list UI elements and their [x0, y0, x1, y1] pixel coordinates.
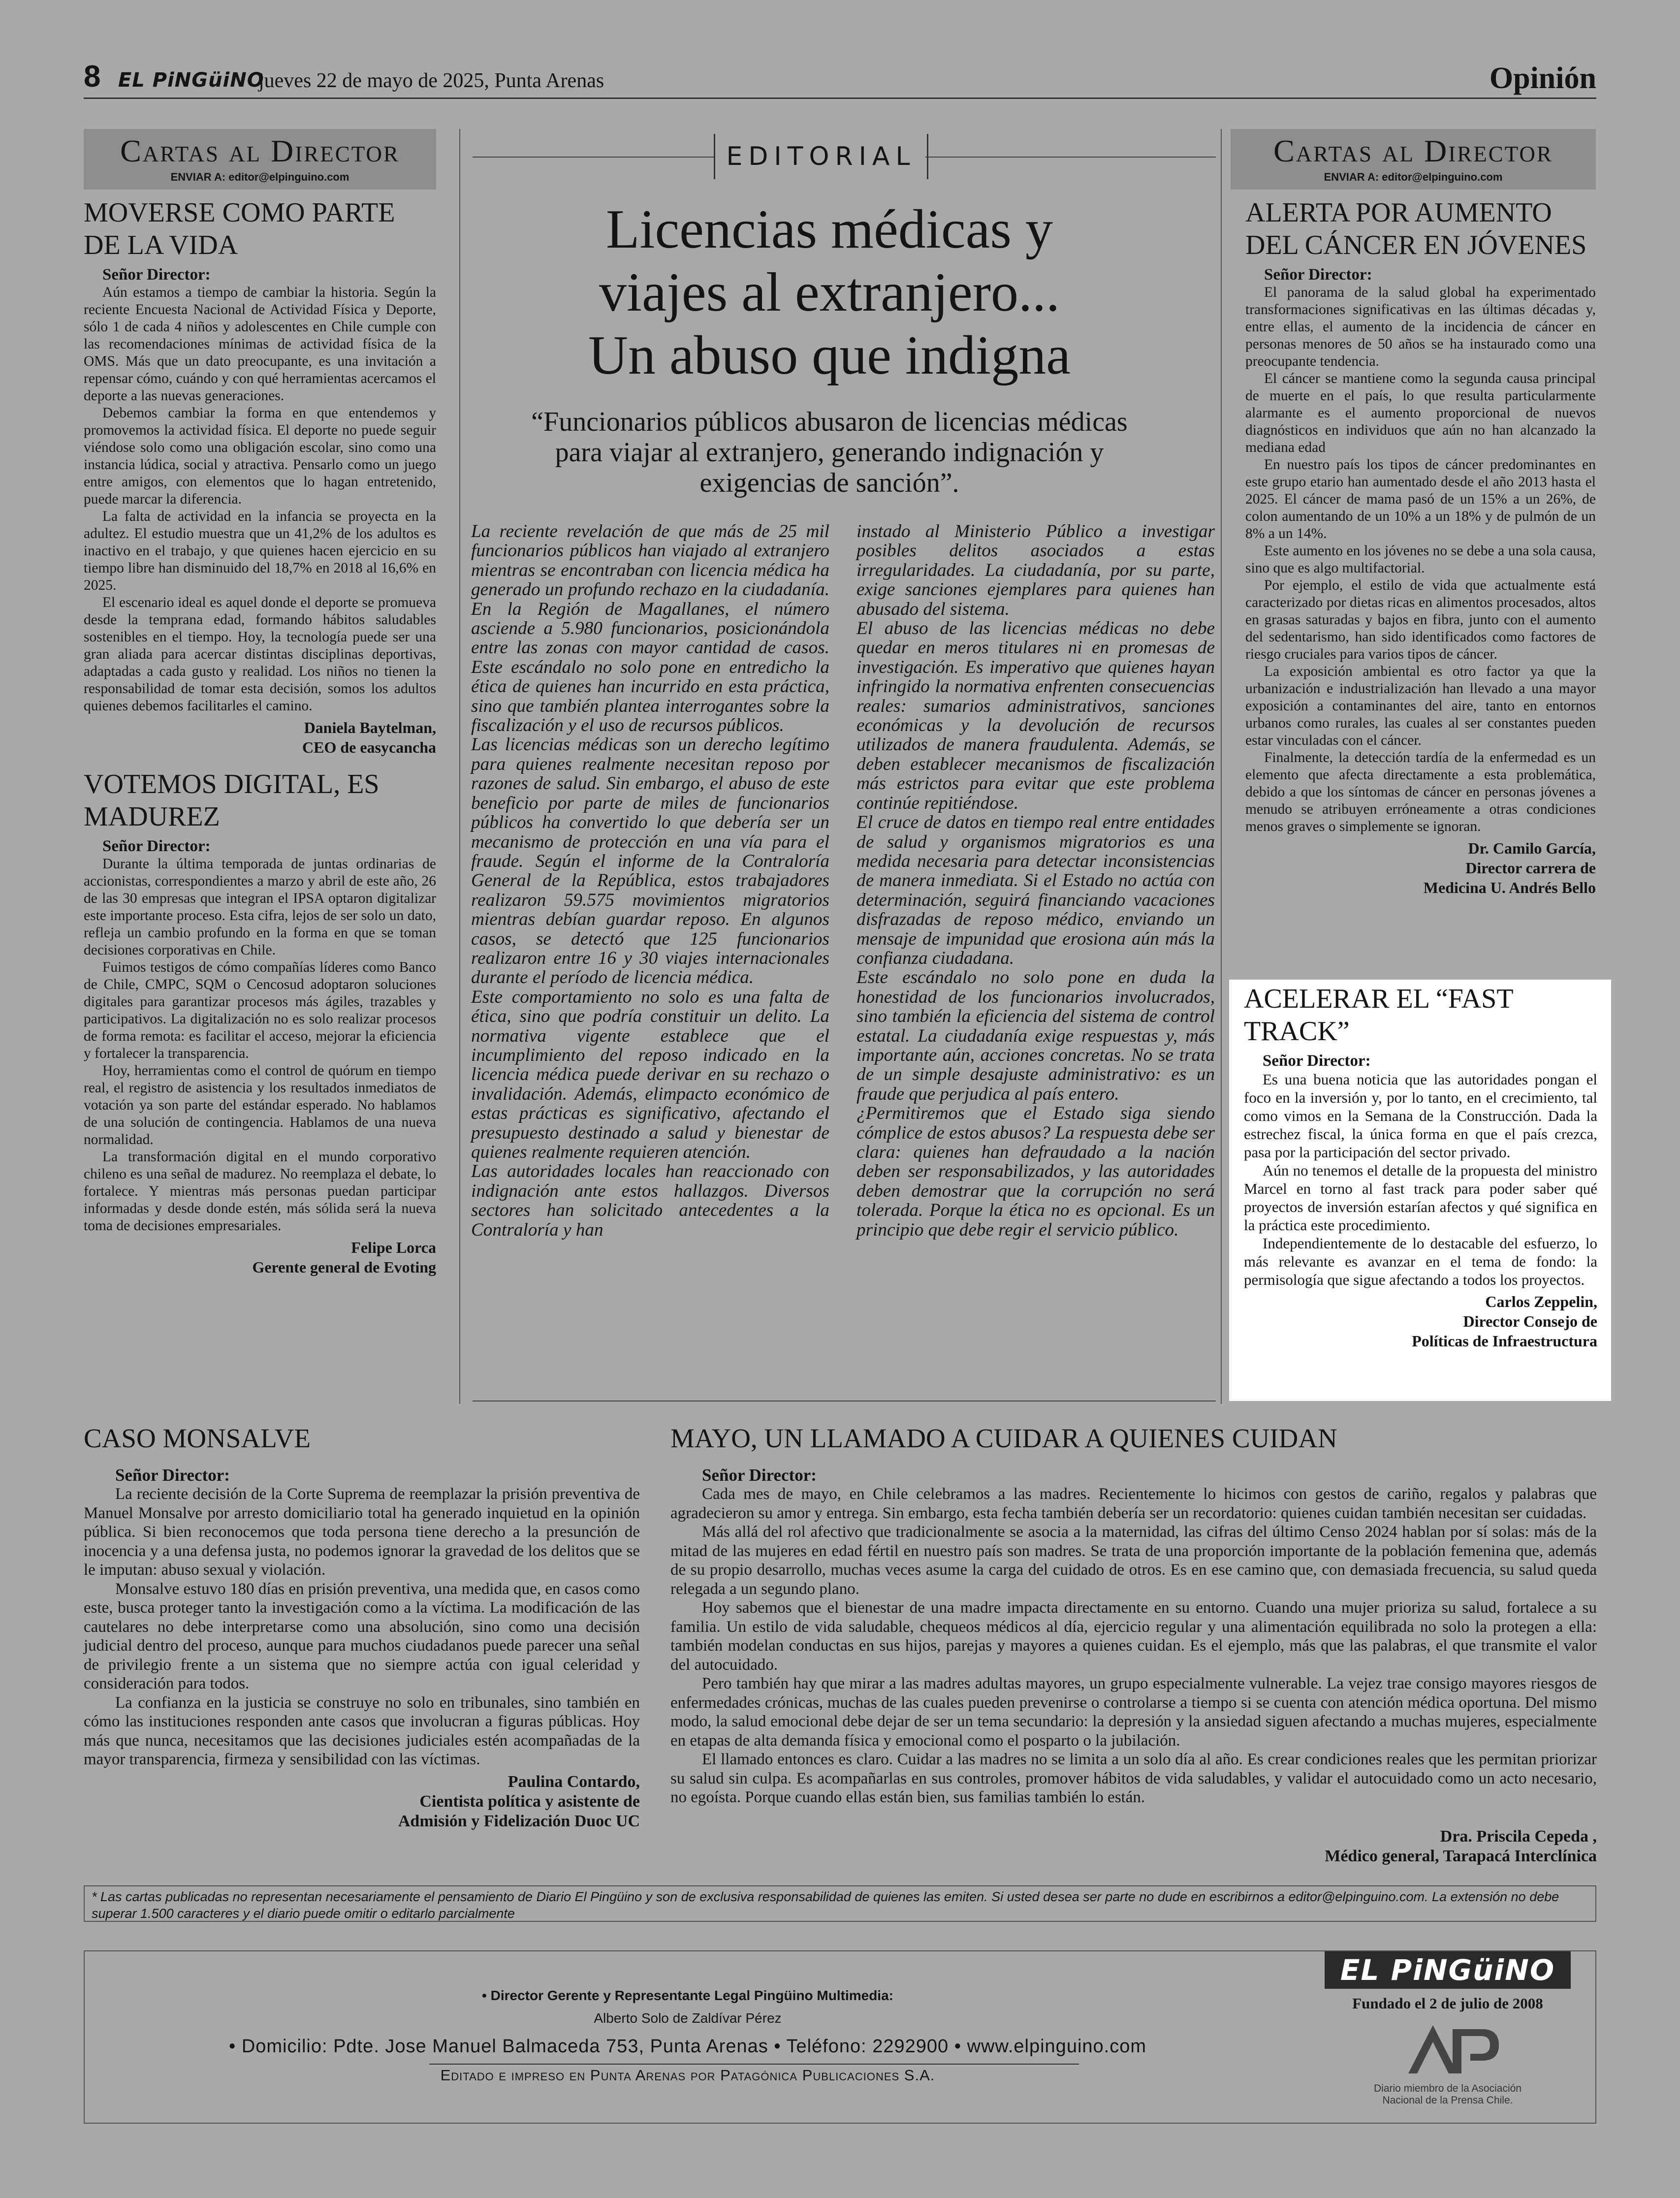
cartas-banner-right [1231, 129, 1596, 190]
editorial-title-line: Licencias médicas y [605, 199, 1053, 260]
letter-signature [84, 1772, 640, 1831]
cartas-banner-left [84, 129, 436, 190]
salutation: Señor Director: [102, 837, 211, 855]
footer-address: • Domicilio: Pdte. Jose Manuel Balmaceda 753, Punta Arenas • Teléfono: 2292900 • www.elpinguino.com [228, 2036, 1147, 2057]
salutation: Señor Director: [1263, 1052, 1371, 1070]
editorial-paragraph: La reciente revelación de que más de 25 mil funcionarios públicos han viajado al extranjero mientras se encontraban con licencia médica ha generado un profundo rechazo en la ciudadanía. En la Región de Magallanes, el número asciende a 5.980 funcionarios, posicionándola entre las zonas con mayor cantidad de casos. Este escándalo no solo pone en entredicho la ética de quienes han incurrido en esta práctica, sino que también plantea interrogantes sobre la fiscalización y el uso de recursos públicos. [471, 521, 829, 736]
editorial-paragraph: instado al Ministerio Público a investigar posibles delitos asociados a estas irregularidades. La ciudadanía, por su parte, exige sanciones ejemplares para quienes han abusado del sistema. [856, 521, 1215, 619]
column-divider [459, 129, 460, 1404]
signature-title: Director Consejo de [1463, 1312, 1597, 1330]
cartas-title: Cartas al Director [1273, 133, 1553, 168]
letter-paragraph: La falta de actividad en la infancia se proyecta en la adultez. El estudio muestra que un 41,2% de los adultos es inactivo en el trabajo, y que quienes hacen ejercicio en su tiempo libre han disminuido del 18,7% en 2018 al 16,6% en 2025. [84, 509, 436, 593]
letter-headline: MAYO, UN LLAMADO A CUIDAR A QUIENES CUIDAN [670, 1423, 1337, 1453]
editorial-subtitle-line: para viajar al extranjero, generando indignación y [555, 437, 1104, 468]
letter-paragraph: Aún no tenemos el detalle de la propuesta del ministro Marcel en torno al fast track para poder saber qué proyectos de inversión estarían afectos y qué significa en la práctica este procedimiento. [1244, 1162, 1597, 1234]
signature-name: Dra. Priscila Cepeda , [1440, 1827, 1597, 1846]
signature-title: Gerente general de Evoting [252, 1258, 436, 1276]
salutation: Señor Director: [115, 1465, 230, 1485]
editorial-paragraph: ¿Permitiremos que el Estado siga siendo cómplice de estos abusos? La respuesta debe ser clara: quienes han defraudado a la nación deben ser responsabilizados, y las autoridades deben demostrar que la corrupción no será tolerada. Porque la ética no es opcional. Es un principio que debe regir el servicio público. [856, 1103, 1215, 1240]
letter-headline: ALERTA POR AUMENTO DEL CÁNCER EN JÓVENES [1245, 197, 1587, 260]
letter-paragraph: Debemos cambiar la forma en que entendemos y promovemos la actividad física. El deporte no puede seguir viéndose solo como una obligación escolar, sino como una instancia lúdica, social y atractiva. Pensarlo como un juego entre amigos, con elementos que lo hagan entretenido, puede marcar la diferencia. [84, 405, 436, 507]
salutation: Señor Director: [102, 266, 211, 284]
letter-paragraph: El cáncer se mantiene como la segunda causa principal de muerte en el país, lo que resulta particularmente alarmante es el aumento proporcional de nuevos diagnósticos en individuos que aún no han alcanzado la mediana edad [1245, 371, 1596, 455]
footer-logo: EL PiNGüiNO [1325, 1951, 1571, 1989]
letter-paragraph: La reciente decisión de la Corte Suprema de reemplazar la prisión preventiva de Manuel Monsalve por arresto domiciliario total ha generado inquietud en la opinión pública. Si bien reconocemos que toda persona tiene derecho a la presunción de inocencia y a una defensa justa, no podemos ignorar la gravedad de los delitos que se le imputan: abuso sexual y violación. [84, 1485, 640, 1579]
letter-signature [1244, 1292, 1597, 1351]
letter-paragraph: Fuimos testigos de cómo compañías líderes como Banco de Chile, CMPC, SQM o Cencosud adoptaron soluciones digitales para garantizar procesos más ágiles, trazables y participativos. La digitalización no es solo realizar procesos de forma remota: es facilitar el acceso, mejorar la eficiencia y fortalecer la transparencia. [84, 959, 436, 1061]
letter-paragraph: Por ejemplo, el estilo de vida que actualmente está caracterizado por dietas ricas en alimentos procesados, altos en grasas saturadas y bajos en fibra, junto con el aumento del sedentarismo, han sido identificados como factores de riesgo cruciales para varios tipos de cáncer. [1245, 577, 1596, 662]
footer-box [84, 1950, 1596, 2124]
editorial-paragraph: Las licencias médicas son un derecho legítimo para quienes realmente necesitan reposo por razones de salud. Sin embargo, el abuso de este beneficio por parte de miles de funcionarios públicos ha convertido lo que debería ser un mecanismo de protección en una vía para el fraude. Según el informe de la Contraloría General de la República, estos trabajadores realizaron 59.575 movimientos migratorios mientras debían guardar reposo. En algunos casos, se detectó que 125 funcionarios realizaron entre 16 y 30 viajes internacionales durante el período de licencia médica. [471, 734, 829, 988]
editorial-column-1 [471, 522, 829, 1240]
bottom-letter-left [84, 1423, 640, 1831]
editorial-paragraph: Este comportamiento no solo es una falta de ética, sino que podría constituir un delito. La normativa vigente establece que el incumplimiento del reposo indicado en la licencia médica puede derivar en su rechazo o invalidación. Además, elimpacto económico de estas prácticas es significativo, afectando el presupuesto destinado a salud y bienestar de quienes realmente requieren atención. [471, 987, 829, 1162]
cartas-send-to: ENVIAR A: editor@elpinguino.com [170, 171, 349, 183]
masthead-logo: EL PiNGüiNO [118, 69, 264, 92]
letter-paragraph: Este aumento en los jóvenes no se debe a una sola causa, sino que es algo multifactorial. [1245, 543, 1596, 576]
letter-paragraph: El panorama de la salud global ha experimentado transformaciones significativas en las últimas décadas y, entre ellas, el aumento de la incidencia de cáncer en personas menores de 50 años se ha instaurado como una preocupante tendencia. [1245, 285, 1596, 369]
letter-paragraph: Hoy sabemos que el bienestar de una madre impacta directamente en su entorno. Cuando una mujer prioriza su salud, fortalece a su familia. Un estilo de vida saludable, chequeos médicos al día, ejercicio regular y una alimentación equilibrada no solo la protegen a ella: también modelan conductas en sus hijos, parejas y mayores a quienes cuidan. Es el ejemplo, más que las palabras, el que transmite el valor del autocuidado. [670, 1599, 1597, 1674]
footer-director-name: Alberto Solo de Zaldívar Pérez [594, 2010, 782, 2026]
signature-title: Medicina U. Andrés Bello [1423, 879, 1596, 896]
letter-signature [84, 718, 436, 757]
signature-title: Admisión y Fidelización Duoc UC [398, 1812, 640, 1830]
signature-name: Dr. Camilo García, [1468, 839, 1596, 857]
signature-name: Daniela Baytelman, [304, 719, 436, 736]
letter-headline: MOVERSE COMO PARTE DE LA VIDA [84, 197, 395, 260]
signature-title: Cientista política y asistente de [419, 1792, 640, 1811]
footer-founded: Fundado el 2 de julio de 2008 [1352, 1995, 1543, 2012]
letter-paragraph: Hoy, herramientas como el control de quórum en tiempo real, el registro de asistencia y los resultados inmediatos de votación ya son parte del estándar esperado. No hablamos de una solución de contingencia. Hablamos de una nueva normalidad. [84, 1063, 436, 1147]
signature-title: Políticas de Infraestructura [1412, 1332, 1597, 1350]
disclaimer-note: * Las cartas publicadas no representan necesariamente el pensamiento de Diario El Pingüino y son de exclusiva responsabilidad de quienes las emiten. Si usted desea ser parte no dude en escribirnos a editor@elpinguino.com. La extensión no debe superar 1.500 caracteres y el diario puede omitir o editarlo parcialmente [84, 1885, 1596, 1922]
letter-paragraph: El llamado entonces es claro. Cuidar a las madres no se limita a un solo día al año. Es crear condiciones reales que les permitan priorizar su salud sin culpa. Es acompañarlas en sus controles, promover hábitos de vida saludables, y validar el autocuidado como un acto necesario, no egoísta. Porque cuando ellas están bien, sus familias también lo están. [670, 1751, 1597, 1806]
footer-printed-by: Editado e impreso en Punta Arenas por Patagónica Publicaciones S.A. [440, 2067, 935, 2084]
letter-headline: VOTEMOS DIGITAL, ES MADUREZ [84, 769, 380, 832]
letter-paragraph: Pero también hay que mirar a las madres adultas mayores, un grupo especialmente vulnerable. La vejez trae consigo mayores riesgos de enfermedades crónicas, muchas de las cuales pueden prevenirse o controlarse a tiempo si se cuenta con atención médica oportuna. Del mismo modo, la salud emocional debe dejar de ser un tema secundario: la depresión y la ansiedad siguen afectando a muchas mujeres, especialmente en etapas de alta demanda física y emocional como el posparto o la jubilación. [670, 1675, 1597, 1750]
anp-logo [1359, 2019, 1536, 2118]
letter-paragraph: Más allá del rol afectivo que tradicionalmente se asocia a la maternidad, las cifras del último Censo 2024 hablan por sí solas: más de la mitad de las mujeres en edad fértil en nuestro país son madres. Se trata de una proporción importante de la población femenina que, además de su propio desarrollo, muchas veces asume la carga del cuidado de otros. Es en ese camino que, con demasiada frecuencia, su salud queda relegada a un segundo plano. [670, 1523, 1597, 1598]
editorial-title-line: viajes al extranjero... [599, 262, 1060, 323]
anp-caption [1359, 2083, 1536, 2106]
letter-paragraph: Cada mes de mayo, en Chile celebramos a las madres. Recientemente lo hicimos con gestos de cariño, regalos y palabras que agradecieron su amor y entrega. Sin embargo, esta fecha también debería ser un recordatorio: quienes cuidan también necesitan ser cuidadas. [670, 1485, 1597, 1522]
bottom-letter-right [670, 1423, 1597, 1866]
signature-title: CEO de easycancha [302, 738, 436, 756]
cartas-title: Cartas al Director [120, 133, 400, 168]
footer-director-label: • Director Gerente y Representante Legal Pingüino Multimedia: [482, 1988, 893, 2003]
fast-track-box [1229, 980, 1611, 1401]
editorial-title-line: Un abuso que indigna [588, 325, 1071, 386]
editorial-paragraph: El abuso de las licencias médicas no debe quedar en meros titulares ni en promesas de investigación. Es imperativo que quienes hayan infringido la normativa enfrenten consecuencias reales: sumarios administrativos, sanciones económicas y la devolución de recursos utilizados de manera fraudulenta. Además, se deben establecer mecanismos de fiscalización más estrictos para evitar que este problema continúe repitiéndose. [856, 618, 1215, 813]
letter-paragraph: Aún estamos a tiempo de cambiar la historia. Según la reciente Encuesta Nacional de Actividad Física y Deporte, sólo 1 de cada 4 niños y adolescentes en Chile cumple con las recomendaciones mínimas de actividad física de la OMS. Más que un dato preocupante, es una invitación a repensar cómo, cuándo y con qué herramientas acercamos el deporte a las nuevas generaciones. [84, 285, 436, 404]
section-title: Opinión [1489, 62, 1596, 95]
editorial-rule-left [473, 157, 714, 158]
editorial-bottom-rule [473, 1401, 1216, 1402]
letter-signature [1245, 838, 1596, 897]
signature-name: Paulina Contardo, [507, 1772, 640, 1791]
signature-title: Director carrera de [1465, 859, 1596, 877]
letter-headline: ACELERAR EL “FAST TRACK” [1244, 984, 1513, 1047]
editorial-paragraph: Las autoridades locales han reaccionado con indignación ante estos hallazgos. Diversos sectores han solicitado antecedentes a la Contraloría y han [471, 1161, 829, 1240]
letter-paragraph: Monsalve estuvo 180 días en prisión preventiva, una medida que, en casos como este, busca proteger tanto la investigación como a la víctima. La modificación de las cautelares no debe interpretarse como una absolución, sino como una decisión judicial dentro del proceso, aunque para muchos ciudadanos puede parecer una señal de privilegio frente a un sistema que no siempre actúa con igual celeridad y consideración para todos. [84, 1580, 640, 1692]
letter-paragraph: La transformación digital en el mundo corporativo chileno es una señal de madurez. No reemplaza el debate, lo fortalece. Y mientras más personas puedan participar informadas y desde donde estén, más sólida será la nueva toma de decisiones empresariales. [84, 1149, 436, 1234]
letter-headline: CASO MONSALVE [84, 1423, 311, 1453]
editorial-title [473, 198, 1186, 387]
anp-logo-icon [1359, 2019, 1536, 2078]
letter-paragraph: Es una buena noticia que las autoridades pongan el foco en la inversión y, por lo tanto, en el crecimiento, tal como vimos en la Semana de la Construcción. Dada la estrechez fiscal, la única forma en que el país crezca, pasa por la participación del sector privado. [1244, 1071, 1597, 1161]
signature-title: Médico general, Tarapacá Interclínica [1325, 1847, 1597, 1865]
salutation: Señor Director: [702, 1465, 817, 1485]
footer-underline [429, 2064, 1079, 2065]
anp-logo-text: ANP [1433, 2075, 1434, 2076]
letter-paragraph: La confianza en la justicia se construye no solo en tribunales, sino también en cómo las instituciones responden ante casos que involucran a figuras públicas. Hoy más que nunca, necesitamos que las decisiones judiciales estén acompañadas de la mayor transparencia, firmeza y sensibilidad con las víctimas. [84, 1693, 640, 1768]
signature-name: Felipe Lorca [351, 1239, 436, 1256]
anp-caption-line: Diario miembro de la Asociación [1374, 2083, 1522, 2094]
date-line: jueves 22 de mayo de 2025, Punta Arenas [258, 69, 604, 92]
editorial-paragraph: El cruce de datos en tiempo real entre entidades de salud y organismos migratorios es una medida necesaria para detectar inconsistencias de manera inmediata. Si el Estado no actúa con determinación, seguirá financiando vacaciones disfrazadas de reposo médico, enviando un mensaje de impunidad que erosiona aún más la confianza ciudadana. [856, 812, 1215, 968]
header-rule [84, 97, 1596, 99]
letter-paragraph: Durante la última temporada de juntas ordinarias de accionistas, correspondientes a marzo y abril de este año, 26 de las 30 empresas que integran el IPSA optaron digitalizar este importante proceso. Esta cifra, lejos de ser solo un dato, refleja un cambio profundo en la forma en que se toman decisiones corporativas en Chile. [84, 856, 436, 958]
column-divider [1221, 129, 1222, 1404]
cartas-send-to: ENVIAR A: editor@elpinguino.com [1324, 171, 1503, 183]
editorial-subtitle-line: exigencias de sanción”. [699, 468, 959, 498]
editorial-label: EDITORIAL [714, 134, 928, 179]
left-column [84, 129, 436, 1277]
editorial-paragraph: Este escándalo no solo pone en duda la honestidad de los funcionarios involucrados, sino también la eficiencia del sistema de control estatal. La ciudadanía exige respuestas y, más importante aún, acciones concretas. No se trata de un simple desajuste administrativo: es un fraude que perjudica al país entero. [856, 967, 1215, 1104]
right-column [1231, 129, 1596, 897]
anp-caption-line: Nacional de la Prensa Chile. [1382, 2095, 1513, 2106]
editorial-subtitle-line: “Funcionarios públicos abusaron de licencias médicas [531, 407, 1128, 437]
signature-name: Carlos Zeppelin, [1485, 1293, 1597, 1310]
letter-paragraph: Independientemente de lo destacable del esfuerzo, lo más relevante es avanzar en el tema de fondo: la permisología que sigue afectando a todos los proyectos. [1244, 1235, 1597, 1288]
letter-signature [670, 1827, 1597, 1866]
letter-paragraph: Finalmente, la detección tardía de la enfermedad es un elemento que afecta directamente a esta problemática, debido a que los síntomas de cáncer en personas jóvenes a menudo se atribuyen erróneamente a otras condiciones menos graves o simplemente se ignoran. [1245, 750, 1596, 834]
letter-signature [84, 1238, 436, 1277]
letter-paragraph: La exposición ambiental es otro factor ya que la urbanización e industrialización han llevado a una mayor exposición a contaminantes del aire, tanto en entornos urbanos como rurales, las cuales al ser constantes pueden estar vinculadas con el cáncer. [1245, 664, 1596, 748]
letter-paragraph: En nuestro país los tipos de cáncer predominantes en este grupo etario han aumentado desde el año 2013 hasta el 2025. El cáncer de mama pasó de un 15% a un 26%, de colon aumentando de un 10% a un 18% y de pulmón de un 8% a un 14%. [1245, 457, 1596, 542]
editorial-subtitle [473, 407, 1186, 498]
salutation: Señor Director: [1264, 266, 1372, 284]
letter-paragraph: El escenario ideal es aquel donde el deporte se promueva desde la temprana edad, formando hábitos saludables sostenibles en el tiempo. Hoy, la tecnología puede ser una gran aliada para acercar distintas disciplinas deportivas, adaptadas a cada gusto y realidad. Los niños no tienen la responsabilidad de tomar esta decisión, somos los adultos quienes debemos facilitarles el camino. [84, 595, 436, 714]
editorial-column-2 [856, 522, 1215, 1240]
editorial-rule-right [925, 157, 1216, 158]
page-number: 8 [84, 60, 101, 94]
